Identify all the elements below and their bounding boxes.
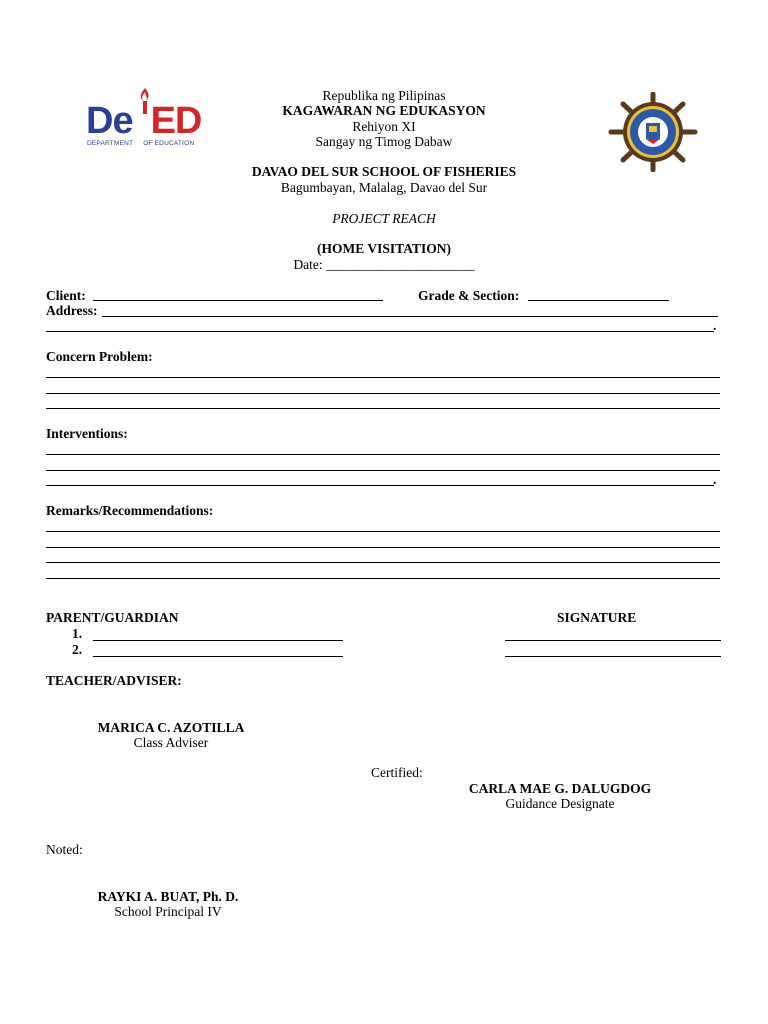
guidance-title: Guidance Designate	[505, 796, 615, 811]
school-address: Bagumbayan, Malalag, Davao del Sur	[280, 180, 488, 195]
date-row	[0, 257, 768, 272]
remarks-line-4[interactable]	[46, 578, 720, 579]
school-name: DAVAO DEL SUR SCHOOL OF FISHERIES	[251, 164, 517, 179]
date-field[interactable]: ______________________	[326, 257, 475, 272]
interventions-line-2[interactable]	[46, 470, 720, 471]
parent-item-1-number: 1.	[72, 626, 83, 641]
adviser-title: Class Adviser	[133, 735, 209, 750]
principal-title: School Principal IV	[114, 904, 222, 919]
header-republic: Republika ng Pilipinas	[322, 88, 446, 103]
client-field[interactable]	[93, 300, 383, 301]
adviser-signatory	[93, 720, 249, 750]
principal-signatory	[93, 889, 243, 919]
signature-header: SIGNATURE	[557, 610, 637, 625]
grade-section-label: Grade & Section:	[418, 288, 520, 303]
principal-name: RAYKI A. BUAT, Ph. D.	[97, 889, 239, 904]
parent-item-2-number: 2.	[72, 642, 83, 657]
concern-line-1[interactable]	[46, 377, 720, 378]
header-division: Sangay ng Timog Dabaw	[315, 134, 453, 149]
address-field-line-2[interactable]	[46, 331, 714, 332]
form-title: (HOME VISITATION)	[317, 241, 451, 256]
interventions-line-1[interactable]	[46, 454, 720, 455]
project-name: PROJECT REACH	[332, 211, 436, 226]
date-label: Date:	[293, 257, 323, 272]
header-department: KAGAWARAN NG EDUKASYON	[282, 103, 486, 118]
noted-label: Noted:	[46, 842, 83, 857]
parent-signature-field-1[interactable]	[505, 640, 721, 641]
concern-label: Concern Problem:	[46, 349, 153, 364]
client-label: Client:	[46, 288, 86, 303]
interventions-period: .	[713, 472, 717, 487]
grade-section-field[interactable]	[528, 300, 669, 301]
guidance-name: CARLA MAE G. DALUGDOG	[468, 781, 652, 796]
address-field-line-1[interactable]	[102, 316, 718, 317]
parent-guardian-header: PARENT/GUARDIAN	[46, 610, 179, 625]
deped-subtitle: DEPARTMENT OF EDUCATION	[87, 140, 195, 147]
parent-signature-field-2[interactable]	[505, 656, 721, 657]
address-label: Address:	[46, 303, 98, 318]
remarks-line-2[interactable]	[46, 547, 720, 548]
concern-line-2[interactable]	[46, 393, 720, 394]
interventions-label: Interventions:	[46, 426, 128, 441]
header-region: Rehiyon XI	[352, 119, 416, 134]
certified-label: Certified:	[371, 765, 423, 780]
remarks-line-3[interactable]	[46, 562, 720, 563]
teacher-adviser-header: TEACHER/ADVISER:	[46, 673, 182, 688]
concern-line-3[interactable]	[46, 408, 720, 409]
deped-wordmark: De ED	[86, 100, 202, 142]
guidance-signatory	[460, 781, 660, 811]
remarks-line-1[interactable]	[46, 531, 720, 532]
interventions-line-3[interactable]	[46, 485, 714, 486]
address-period: .	[713, 318, 717, 333]
adviser-name: MARICA C. AZOTILLA	[97, 720, 245, 735]
parent-name-field-2[interactable]	[93, 656, 343, 657]
remarks-label: Remarks/Recommendations:	[46, 503, 214, 518]
parent-name-field-1[interactable]	[93, 640, 343, 641]
